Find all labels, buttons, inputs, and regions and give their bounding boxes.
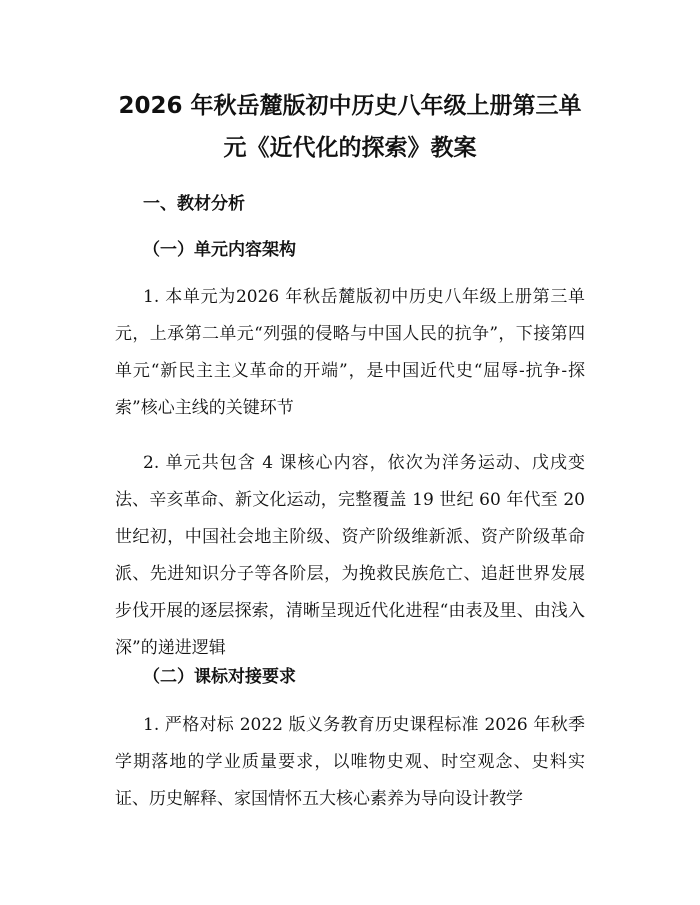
subsection-heading-unit-structure: （一）单元内容架构 — [143, 240, 296, 260]
section-heading-textbook-analysis: 一、教材分析 — [143, 194, 245, 214]
subsection-heading-curriculum-standards: （二）课标对接要求 — [143, 667, 296, 687]
paragraph-curriculum-requirements: 1. 严格对标 2022 版义务教育历史课程标准 2026 年秋季学期落地的学业质量要求，以唯物史观、时空观念、史料实证、历史解释、家国情怀五大核心素养为导向设计教学 — [115, 715, 585, 809]
paragraph-unit-lessons: 2. 单元共包含 4 课核心内容，依次为洋务运动、戊戌变法、辛亥革命、新文化运动，完整覆盖 19 世纪 60 年代至 20 世纪初，中国社会地主阶级、资产阶级维新派、资产阶级革命派、先进知识分子等各阶层，为挽救民族危亡、追赶世界发展步伐开展的逐层探索，清晰呈现近代化进程“由表及里、由浅入深”的递进逻辑 — [115, 453, 585, 658]
paragraph-unit-position: 1. 本单元为2026 年秋岳麓版初中历史八年级上册第三单元，上承第二单元“列强的侵略与中国人民的抗争”，下接第四单元“新民主主义革命的开端”，是中国近代史“屈辱-抗争-探索”核心主线的关键环节 — [115, 287, 585, 418]
document-title-line-1: 2026 年秋岳麓版初中历史八年级上册第三单 — [118, 93, 582, 119]
document-title-line-2: 元《近代化的探索》教案 — [223, 135, 477, 161]
